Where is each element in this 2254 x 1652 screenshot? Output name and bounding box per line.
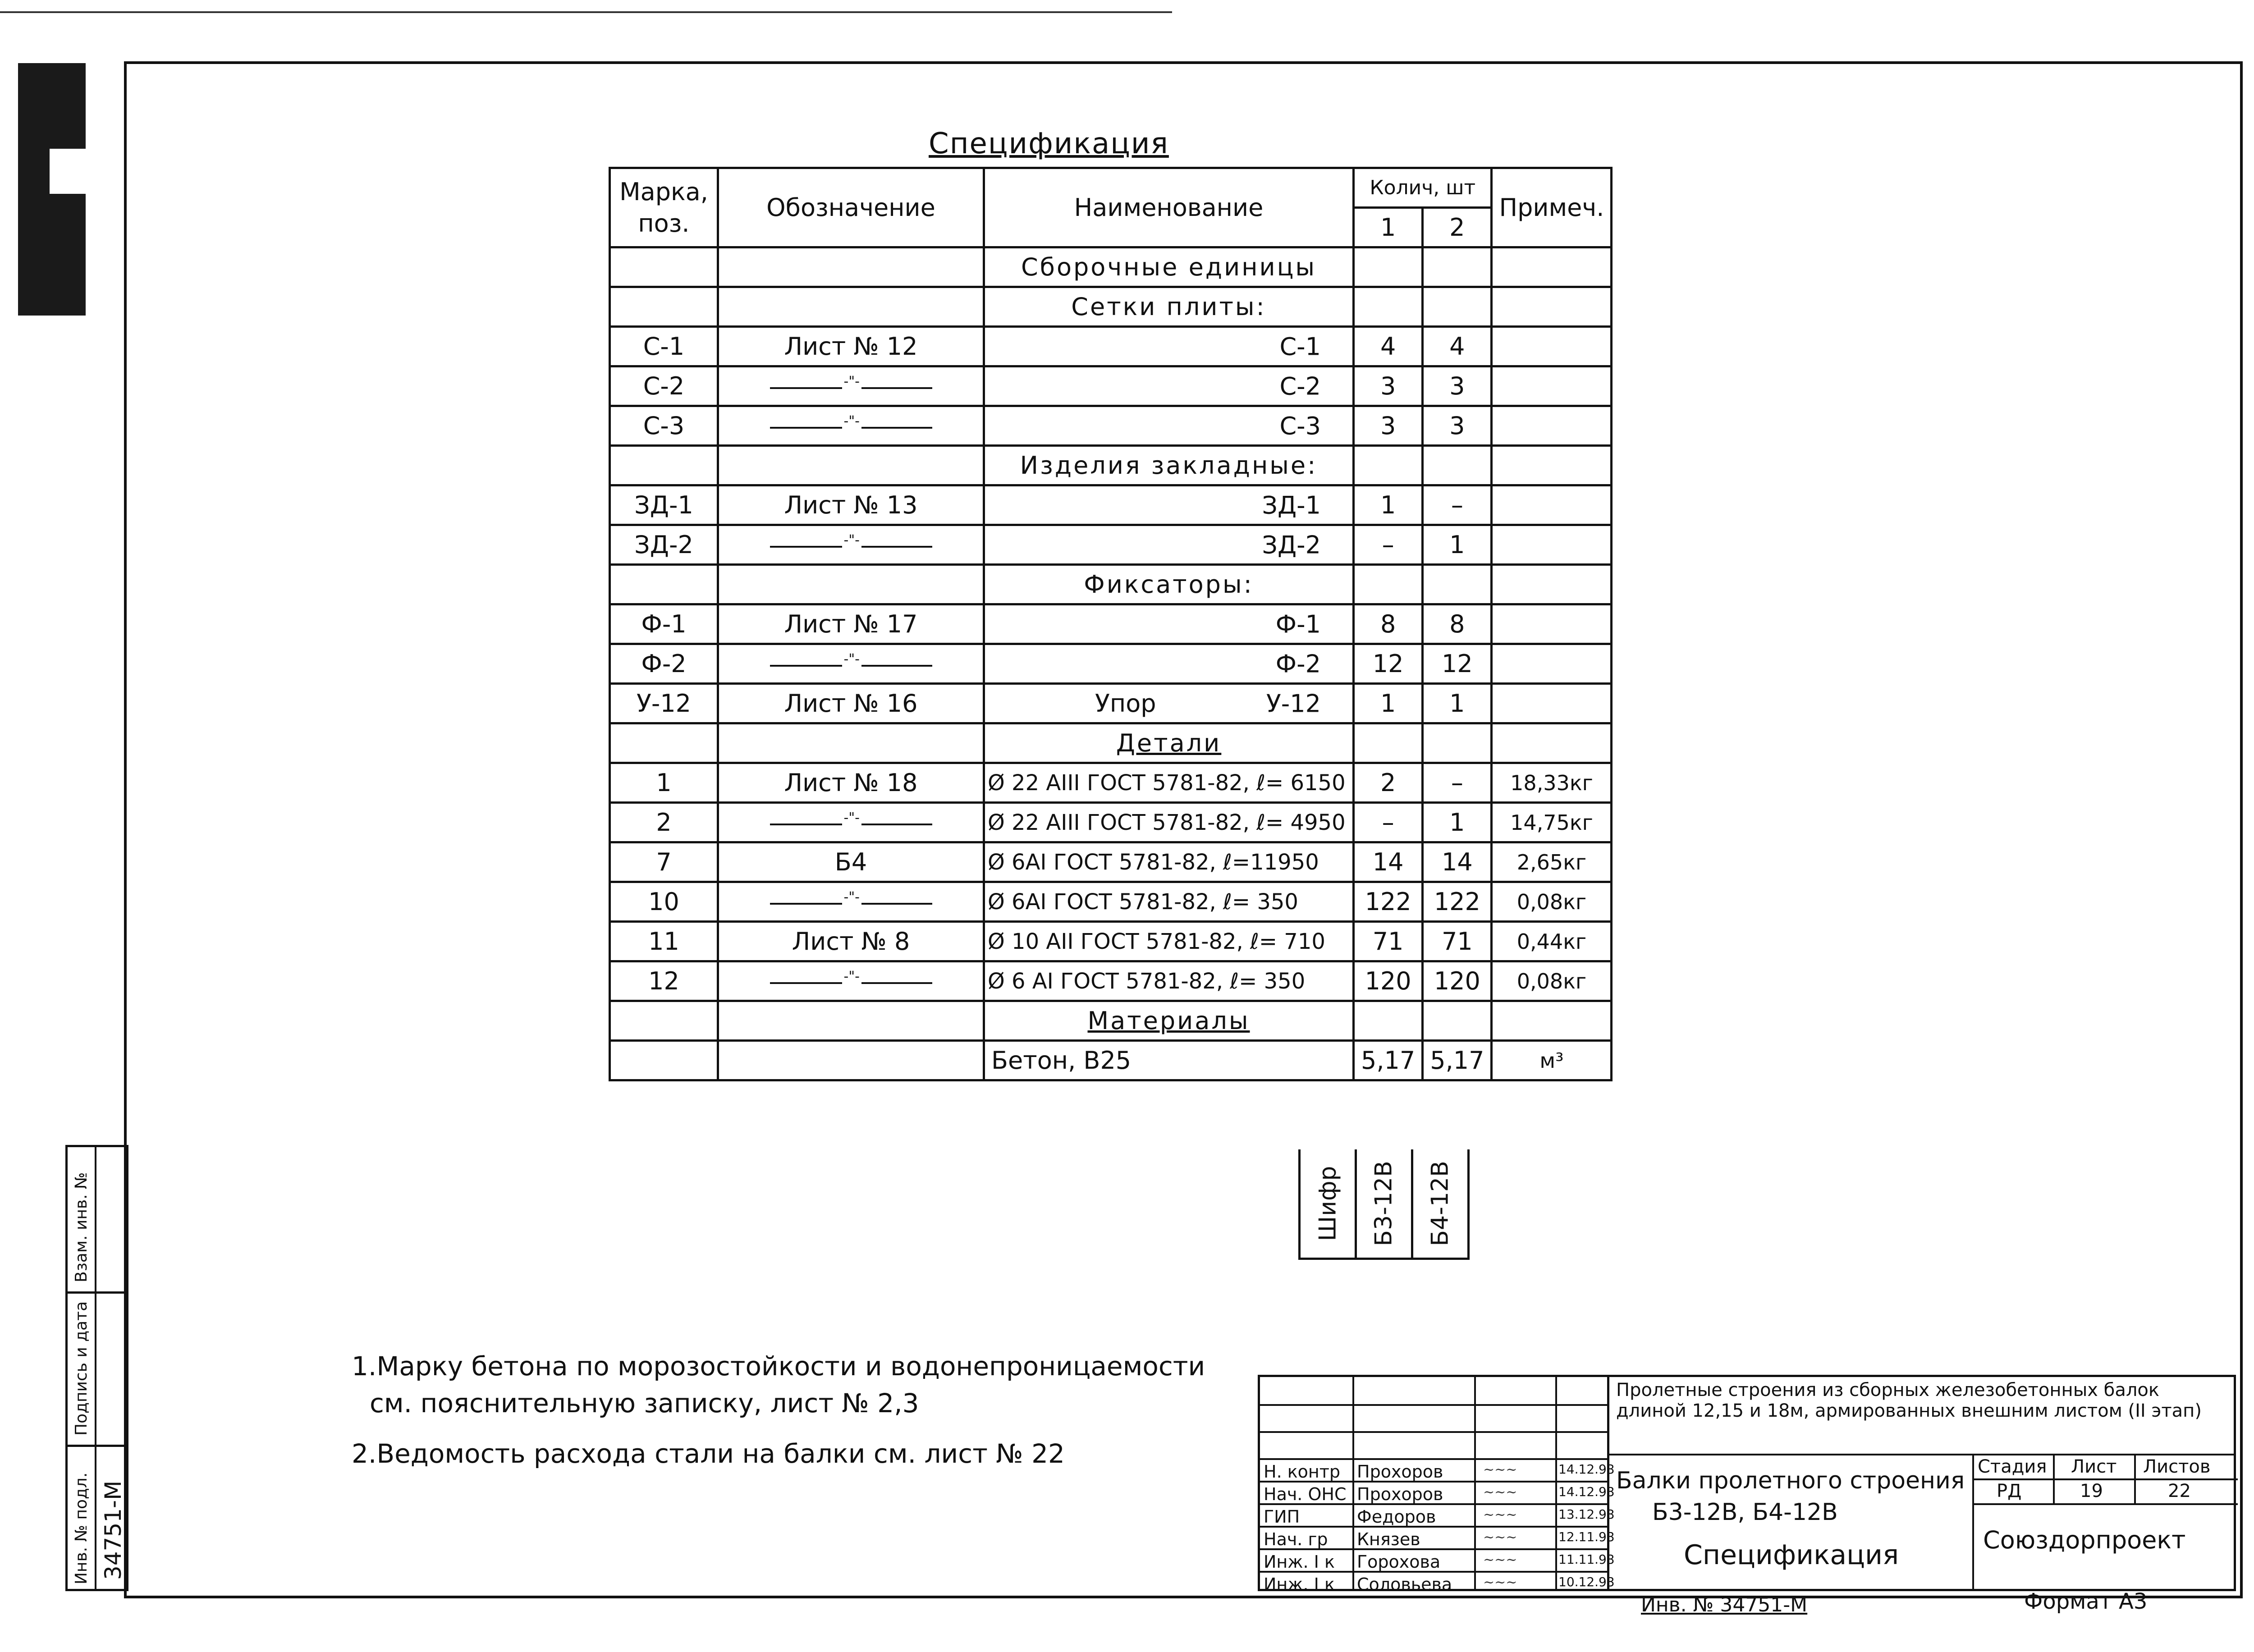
- ditto-mark: -"-: [842, 651, 861, 667]
- cell-qty-1: [1354, 565, 1423, 604]
- cell-name-text: Ø 6AI ГОСТ 5781-82, ℓ= 350: [988, 889, 1298, 915]
- cell-designation: [718, 644, 984, 684]
- signature-date: 14.12.93: [1558, 1462, 1615, 1477]
- cell-designation: Лист № 18: [718, 763, 984, 803]
- cell-mark: У-12: [610, 684, 718, 723]
- signature-role: Н. контр: [1264, 1462, 1341, 1482]
- cell-qty-1: 1: [1354, 684, 1423, 723]
- cell-name: [984, 723, 1354, 763]
- cell-note: 0,44кг: [1492, 922, 1612, 961]
- cell-designation: [718, 446, 984, 485]
- cell-mark: ЗД-1: [610, 485, 718, 525]
- stamp-vzam: Взам. инв. №: [72, 1172, 91, 1282]
- top-scan-line: [0, 11, 1172, 13]
- cell-qty-2: 120: [1423, 961, 1492, 1001]
- title-block: [1258, 1375, 2236, 1594]
- header-mark: Марка, поз.: [610, 168, 718, 247]
- cell-name-text: Бетон, В25: [991, 1046, 1132, 1075]
- table-row: [610, 763, 1612, 803]
- cell-qty-1: 5,17: [1354, 1041, 1423, 1080]
- signature-row: [1260, 1548, 1615, 1573]
- ditto-mark: -"-: [842, 374, 861, 389]
- cell-name: [984, 446, 1354, 485]
- cell-note: [1492, 327, 1612, 366]
- cell-qty-1: –: [1354, 803, 1423, 842]
- stamp-podpis: Подпись и дата: [72, 1301, 91, 1436]
- cell-qty-2: 12: [1423, 644, 1492, 684]
- cell-qty-1: [1354, 287, 1423, 327]
- cell-qty-1: 3: [1354, 406, 1423, 446]
- stamp-inv-value: 34751-М: [100, 1480, 126, 1580]
- cell-note: [1492, 684, 1612, 723]
- cell-qty-1: 71: [1354, 922, 1423, 961]
- cell-mark: С-2: [610, 366, 718, 406]
- note-1: 1.Марку бетона по морозостойкости и водонепроницаемости: [352, 1351, 1205, 1382]
- cell-note: 14,75кг: [1492, 803, 1612, 842]
- table-row: [610, 644, 1612, 684]
- ditto-mark: -"-: [842, 532, 861, 548]
- cell-name: [984, 922, 1354, 961]
- project-title: Пролетные строения из сборных железобетонных балок длиной 12,15 и 18м, армированных внешним листом (II этап): [1616, 1380, 2202, 1421]
- cell-name: [984, 525, 1354, 565]
- handwritten-signature: ~~~: [1483, 1552, 1517, 1568]
- cell-mark: С-3: [610, 406, 718, 446]
- table-row: [610, 882, 1612, 922]
- handwritten-signature: ~~~: [1483, 1574, 1517, 1590]
- signature-role: ГИП: [1264, 1507, 1300, 1527]
- cell-designation: [718, 565, 984, 604]
- cell-name-text: Ø 6 AI ГОСТ 5781-82, ℓ= 350: [988, 968, 1306, 994]
- cell-designation: [718, 1041, 984, 1080]
- cell-qty-2: 5,17: [1423, 1041, 1492, 1080]
- cell-note: 2,65кг: [1492, 842, 1612, 882]
- cell-name: [984, 485, 1354, 525]
- sheet-value: 19: [2080, 1481, 2103, 1501]
- cipher-label-cell: [1301, 1149, 1357, 1258]
- cell-note: [1492, 1001, 1612, 1041]
- cell-name: [984, 842, 1354, 882]
- cell-name: [984, 882, 1354, 922]
- cell-note: 0,08кг: [1492, 882, 1612, 922]
- cell-name-text: Сборочные единицы: [1021, 253, 1317, 281]
- signature-row: [1260, 1571, 1615, 1595]
- stage-label: Стадия: [1978, 1456, 2047, 1477]
- cell-note: 0,08кг: [1492, 961, 1612, 1001]
- cell-name: [984, 406, 1354, 446]
- cell-name: [984, 684, 1354, 723]
- cell-qty-2: [1423, 723, 1492, 763]
- cell-name-text: Упор: [1095, 689, 1156, 718]
- cell-name: [984, 961, 1354, 1001]
- organization: Союздорпроект: [1983, 1526, 2186, 1554]
- cell-note: 18,33кг: [1492, 763, 1612, 803]
- ditto-line: [770, 532, 932, 548]
- cell-qty-2: [1423, 287, 1492, 327]
- cell-qty-2: 4: [1423, 327, 1492, 366]
- cell-qty-2: 3: [1423, 366, 1492, 406]
- cipher-code-1: Б3-12В: [1370, 1161, 1397, 1246]
- cell-designation: [718, 287, 984, 327]
- cell-name-text: Изделия закладные:: [1020, 451, 1318, 480]
- cell-designation: Лист № 8: [718, 922, 984, 961]
- left-vertical-stamp: [65, 1145, 128, 1591]
- cell-name-text: Ø 22 AIII ГОСТ 5781-82, ℓ= 6150: [988, 770, 1346, 796]
- cell-name-mark: У-12: [1266, 689, 1321, 718]
- cell-qty-2: 1: [1423, 525, 1492, 565]
- cell-name: [984, 287, 1354, 327]
- ditto-mark: -"-: [842, 889, 861, 905]
- table-row: [610, 366, 1612, 406]
- cell-designation: Лист № 12: [718, 327, 984, 366]
- cell-qty-1: [1354, 723, 1423, 763]
- header-note: Примеч.: [1492, 168, 1612, 247]
- cell-name: [984, 327, 1354, 366]
- signature-date: 10.12.93: [1558, 1574, 1615, 1589]
- cell-qty-1: [1354, 446, 1423, 485]
- cell-designation: [718, 406, 984, 446]
- ditto-line: [770, 810, 932, 826]
- note-1-cont: см. пояснительную записку, лист № 2,3: [370, 1388, 919, 1419]
- table-row: [610, 842, 1612, 882]
- cell-name: [984, 1001, 1354, 1041]
- cell-designation: [718, 723, 984, 763]
- cell-qty-1: 14: [1354, 842, 1423, 882]
- cell-qty-2: [1423, 446, 1492, 485]
- signature-date: 14.12.93: [1558, 1484, 1615, 1499]
- cell-designation: Лист № 17: [718, 604, 984, 644]
- cell-qty-2: [1423, 1001, 1492, 1041]
- cell-designation: Лист № 13: [718, 485, 984, 525]
- ditto-line: [770, 413, 932, 429]
- cell-name-mark: Ф-1: [1275, 610, 1321, 638]
- table-row: [610, 287, 1612, 327]
- cell-designation: [718, 366, 984, 406]
- cell-qty-2: 71: [1423, 922, 1492, 961]
- cell-name-mark: ЗД-2: [1262, 531, 1321, 559]
- note-2: 2.Ведомость расхода стали на балки см. лист № 22: [352, 1438, 1065, 1469]
- signature-date: 13.12.93: [1558, 1507, 1615, 1522]
- cell-qty-2: –: [1423, 485, 1492, 525]
- cell-designation: [718, 803, 984, 842]
- cell-note: [1492, 565, 1612, 604]
- signature-row: [1260, 1458, 1615, 1483]
- table-row: [610, 446, 1612, 485]
- cell-qty-2: 14: [1423, 842, 1492, 882]
- cell-qty-1: 4: [1354, 327, 1423, 366]
- sheets-value: 22: [2168, 1481, 2191, 1501]
- cell-designation: [718, 525, 984, 565]
- cell-qty-2: 8: [1423, 604, 1492, 644]
- ditto-line: [770, 374, 932, 389]
- cell-note: [1492, 485, 1612, 525]
- header-name: Наименование: [984, 168, 1354, 247]
- cell-mark: С-1: [610, 327, 718, 366]
- table-row: [610, 961, 1612, 1001]
- table-row: [610, 565, 1612, 604]
- cell-mark: 7: [610, 842, 718, 882]
- cell-name-text: Ø 22 AIII ГОСТ 5781-82, ℓ= 4950: [988, 810, 1346, 835]
- signature-row: [1260, 1481, 1615, 1505]
- cell-name-text: Сетки плиты:: [1071, 293, 1266, 321]
- cell-name-text: Ø 6AI ГОСТ 5781-82, ℓ=11950: [988, 849, 1319, 875]
- cell-note: [1492, 366, 1612, 406]
- cell-name-text: Материалы: [1087, 1007, 1250, 1035]
- signature-name: Князев: [1357, 1529, 1420, 1549]
- cell-name-mark: С-2: [1279, 372, 1321, 400]
- cell-mark: Ф-1: [610, 604, 718, 644]
- cell-name: [984, 763, 1354, 803]
- ditto-line: [770, 651, 932, 667]
- table-row: [610, 525, 1612, 565]
- cell-mark: [610, 287, 718, 327]
- signature-role: Нач. ОНС: [1264, 1484, 1347, 1504]
- signature-name: Горохова: [1357, 1552, 1441, 1572]
- cell-note: [1492, 644, 1612, 684]
- spec-table: [609, 167, 1613, 1081]
- cell-name-text: Ø 10 AII ГОСТ 5781-82, ℓ= 710: [988, 929, 1325, 954]
- table-row: [610, 1041, 1612, 1080]
- cell-designation: [718, 961, 984, 1001]
- cell-designation: [718, 247, 984, 287]
- table-row: [610, 803, 1612, 842]
- cell-qty-1: 120: [1354, 961, 1423, 1001]
- signature-role: Инж. I к: [1264, 1552, 1335, 1572]
- cell-name-text: Фиксаторы:: [1084, 570, 1254, 599]
- cell-designation: Лист № 16: [718, 684, 984, 723]
- cell-note: [1492, 604, 1612, 644]
- cell-name-text: Детали: [1116, 729, 1222, 757]
- cell-note: [1492, 446, 1612, 485]
- stage-value: РД: [1997, 1481, 2022, 1501]
- ditto-mark: -"-: [842, 413, 861, 429]
- spec-title: Спецификация: [929, 127, 1169, 160]
- stamp-inv-podl: Инв. № подл.: [72, 1472, 91, 1584]
- cell-name-mark: С-3: [1279, 412, 1321, 440]
- sheet-title-3: Спецификация: [1684, 1539, 1899, 1571]
- table-row: [610, 922, 1612, 961]
- table-row: [610, 604, 1612, 644]
- cell-mark: 1: [610, 763, 718, 803]
- cell-name-mark: Ф-2: [1275, 650, 1321, 678]
- header-qty-1: 1: [1354, 208, 1423, 247]
- cell-qty-2: 1: [1423, 803, 1492, 842]
- cell-qty-1: 3: [1354, 366, 1423, 406]
- sheet-label: Лист: [2071, 1456, 2117, 1477]
- sheets-label: Листов: [2143, 1456, 2211, 1477]
- cell-name: [984, 247, 1354, 287]
- binding-tab-notch: [50, 149, 86, 194]
- cell-note: [1492, 406, 1612, 446]
- cell-designation: [718, 882, 984, 922]
- ditto-mark: -"-: [842, 810, 861, 826]
- cell-mark: [610, 723, 718, 763]
- cell-name-mark: С-1: [1279, 332, 1321, 361]
- sheet-title-1: Балки пролетного строения: [1616, 1467, 1965, 1494]
- cell-qty-1: 12: [1354, 644, 1423, 684]
- cipher-code-2: Б4-12В: [1427, 1161, 1454, 1246]
- footer-inv: Инв. № 34751-М: [1641, 1593, 1808, 1616]
- ditto-line: [770, 969, 932, 984]
- table-row: [610, 723, 1612, 763]
- cell-qty-1: 122: [1354, 882, 1423, 922]
- cell-name-mark: ЗД-1: [1262, 491, 1321, 519]
- cell-note: [1492, 525, 1612, 565]
- cell-designation: [718, 1001, 984, 1041]
- cell-mark: [610, 1041, 718, 1080]
- cell-mark: [610, 247, 718, 287]
- signature-name: Соловьева: [1357, 1574, 1452, 1594]
- ditto-mark: -"-: [842, 969, 861, 984]
- handwritten-signature: ~~~: [1483, 1507, 1517, 1523]
- cell-qty-1: [1354, 1001, 1423, 1041]
- header-row: [610, 168, 1612, 208]
- signature-role: Инж. I к: [1264, 1574, 1335, 1594]
- ditto-line: [770, 889, 932, 905]
- signature-name: Прохоров: [1357, 1462, 1443, 1482]
- cell-note: [1492, 247, 1612, 287]
- table-row: [610, 406, 1612, 446]
- table-row: [610, 684, 1612, 723]
- cell-designation: Б4: [718, 842, 984, 882]
- signatures-grid: [1260, 1377, 1615, 1594]
- cell-name: [984, 1041, 1354, 1080]
- signature-name: Прохоров: [1357, 1484, 1443, 1504]
- notes: [352, 1348, 1205, 1472]
- cell-name: [984, 565, 1354, 604]
- cell-qty-1: [1354, 247, 1423, 287]
- cell-mark: Ф-2: [610, 644, 718, 684]
- cell-mark: 12: [610, 961, 718, 1001]
- sheet-title-2: Б3-12В, Б4-12В: [1652, 1499, 1838, 1526]
- handwritten-signature: ~~~: [1483, 1529, 1517, 1545]
- table-row: [610, 1001, 1612, 1041]
- cell-mark: [610, 565, 718, 604]
- header-qty: Колич, шт: [1354, 168, 1492, 208]
- cell-qty-2: 1: [1423, 684, 1492, 723]
- table-row: [610, 327, 1612, 366]
- signature-date: 12.11.93: [1558, 1529, 1615, 1544]
- cell-qty-1: –: [1354, 525, 1423, 565]
- cipher-label: Шифр: [1314, 1166, 1341, 1241]
- cell-mark: [610, 1001, 718, 1041]
- cell-qty-2: [1423, 247, 1492, 287]
- cell-qty-2: –: [1423, 763, 1492, 803]
- cipher-code-1-cell: [1357, 1149, 1413, 1258]
- cell-name: [984, 644, 1354, 684]
- handwritten-signature: ~~~: [1483, 1484, 1517, 1500]
- header-designation: Обозначение: [718, 168, 984, 247]
- cell-qty-1: 1: [1354, 485, 1423, 525]
- cipher-code-2-cell: [1413, 1149, 1467, 1258]
- cell-name: [984, 366, 1354, 406]
- cell-qty-2: [1423, 565, 1492, 604]
- signature-row: [1260, 1503, 1615, 1528]
- cell-mark: 10: [610, 882, 718, 922]
- cell-note: [1492, 287, 1612, 327]
- cell-qty-1: 8: [1354, 604, 1423, 644]
- cell-mark: ЗД-2: [610, 525, 718, 565]
- table-row: [610, 485, 1612, 525]
- header-qty-2: 2: [1423, 208, 1492, 247]
- cell-qty-2: 122: [1423, 882, 1492, 922]
- table-row: [610, 247, 1612, 287]
- cell-qty-1: 2: [1354, 763, 1423, 803]
- cell-name: [984, 803, 1354, 842]
- signature-date: 11.11.93: [1558, 1552, 1615, 1567]
- cipher-box: [1298, 1149, 1470, 1260]
- cell-note: м³: [1492, 1041, 1612, 1080]
- cell-name: [984, 604, 1354, 644]
- footer-format: Формат А3: [2024, 1589, 2148, 1614]
- cell-qty-2: 3: [1423, 406, 1492, 446]
- signature-row: [1260, 1526, 1615, 1550]
- cell-mark: [610, 446, 718, 485]
- signature-name: Федоров: [1357, 1507, 1436, 1527]
- handwritten-signature: ~~~: [1483, 1462, 1517, 1478]
- cell-mark: 11: [610, 922, 718, 961]
- signature-role: Нач. гр: [1264, 1529, 1328, 1549]
- cell-note: [1492, 723, 1612, 763]
- cell-mark: 2: [610, 803, 718, 842]
